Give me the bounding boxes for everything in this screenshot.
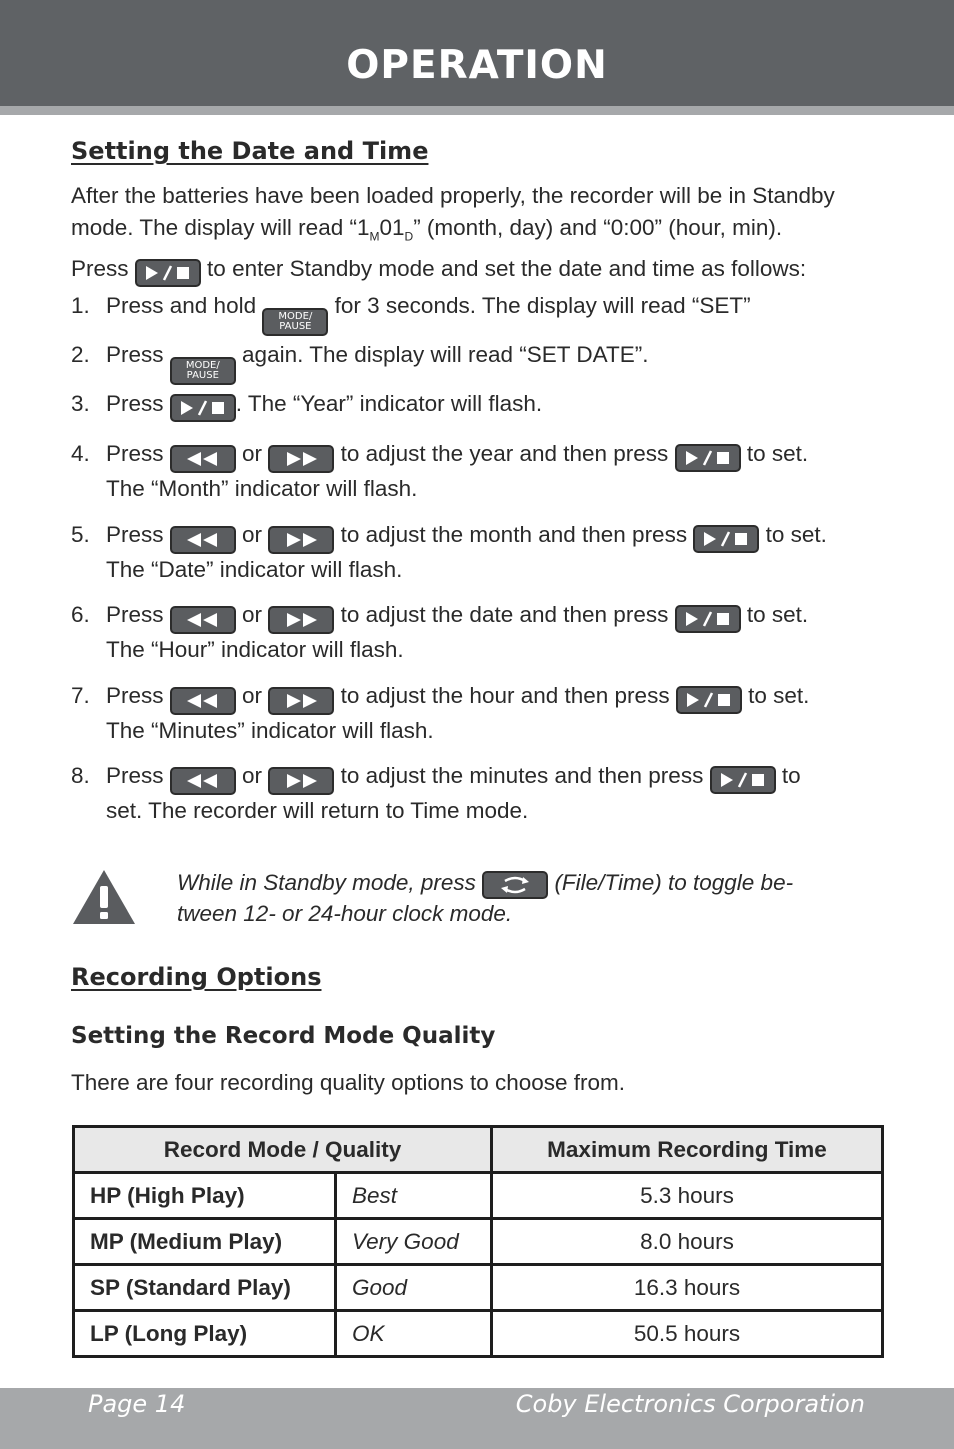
column-header: Maximum Recording Time xyxy=(492,1127,883,1173)
rewind-button xyxy=(170,445,236,473)
date-time-heading: Setting the Date and Time xyxy=(71,137,429,165)
record-mode-quality-heading: Setting the Record Mode Quality xyxy=(71,1023,496,1049)
quality-cell: Very Good xyxy=(336,1219,492,1265)
play-stop-icon xyxy=(717,771,769,789)
date-time-intro: After the batteries have been loaded properly, the recorder will be in Standby mode. The display will read “$1_M01_D$” (month, day) and “0:00” (hour, min). Press to enter Standby mode and set the date and time as follows: xyxy=(71,180,901,287)
time-cell: 8.0 hours xyxy=(492,1219,883,1265)
clock-mode-note: While in Standby mode, press (File/Time) to toggle be- tween 12- or 24-hour clock mode. xyxy=(177,870,794,926)
fast-forward-icon xyxy=(281,773,321,789)
mode-cell: SP (Standard Play) xyxy=(74,1265,336,1311)
fast-forward-icon xyxy=(281,693,321,709)
fast-forward-button xyxy=(268,445,334,473)
quality-cell: Good xyxy=(336,1265,492,1311)
page-title: OPERATION xyxy=(346,43,608,88)
cycle-icon xyxy=(498,875,532,895)
mode-pause-button: MODE/ PAUSE xyxy=(170,357,236,385)
play-stop-button xyxy=(675,444,741,472)
play-stop-icon xyxy=(700,530,752,548)
fast-forward-button xyxy=(268,687,334,715)
rewind-button xyxy=(170,687,236,715)
table-row xyxy=(74,1265,883,1311)
mode-pause-button: MODE/ PAUSE xyxy=(262,308,328,336)
recording-options-heading: Recording Options xyxy=(71,963,322,991)
play-stop-icon xyxy=(177,399,229,417)
company-name: Coby Electronics Corporation xyxy=(515,1390,865,1418)
column-header: Record Mode / Quality xyxy=(74,1127,492,1173)
fast-forward-icon xyxy=(281,612,321,628)
rewind-icon xyxy=(183,532,223,548)
rewind-icon xyxy=(183,612,223,628)
play-stop-button xyxy=(675,605,741,633)
play-stop-button xyxy=(676,686,742,714)
fast-forward-button xyxy=(268,606,334,634)
rewind-icon xyxy=(183,451,223,467)
play-stop-icon xyxy=(142,264,194,282)
table-row xyxy=(74,1219,883,1265)
warning-icon xyxy=(71,868,137,926)
play-stop-button xyxy=(135,259,201,287)
table-row xyxy=(74,1311,883,1357)
fast-forward-icon xyxy=(281,451,321,467)
recording-intro: There are four recording quality options to choose from. xyxy=(71,1070,626,1095)
table-header-row xyxy=(74,1127,883,1173)
time-cell: 50.5 hours xyxy=(492,1311,883,1357)
play-stop-button xyxy=(710,766,776,794)
quality-cell: OK xyxy=(336,1311,492,1357)
rewind-icon xyxy=(183,693,223,709)
fast-forward-button xyxy=(268,526,334,554)
file-time-button xyxy=(482,871,548,899)
table-row xyxy=(74,1173,883,1219)
rewind-button xyxy=(170,526,236,554)
page-number: Page 14 xyxy=(88,1390,186,1418)
rewind-button xyxy=(170,767,236,795)
time-cell: 16.3 hours xyxy=(492,1265,883,1311)
rewind-button xyxy=(170,606,236,634)
mode-cell: LP (Long Play) xyxy=(74,1311,336,1357)
play-stop-icon xyxy=(682,610,734,628)
play-stop-icon xyxy=(682,449,734,467)
quality-cell: Best xyxy=(336,1173,492,1219)
play-stop-button xyxy=(170,394,236,422)
time-cell: 5.3 hours xyxy=(492,1173,883,1219)
recording-quality-table xyxy=(72,1125,884,1358)
fast-forward-icon xyxy=(281,532,321,548)
play-stop-icon xyxy=(683,691,735,709)
mode-cell: MP (Medium Play) xyxy=(74,1219,336,1265)
mode-cell: HP (High Play) xyxy=(74,1173,336,1219)
rewind-icon xyxy=(183,773,223,789)
header-band xyxy=(0,106,954,115)
fast-forward-button xyxy=(268,767,334,795)
play-stop-button xyxy=(693,525,759,553)
